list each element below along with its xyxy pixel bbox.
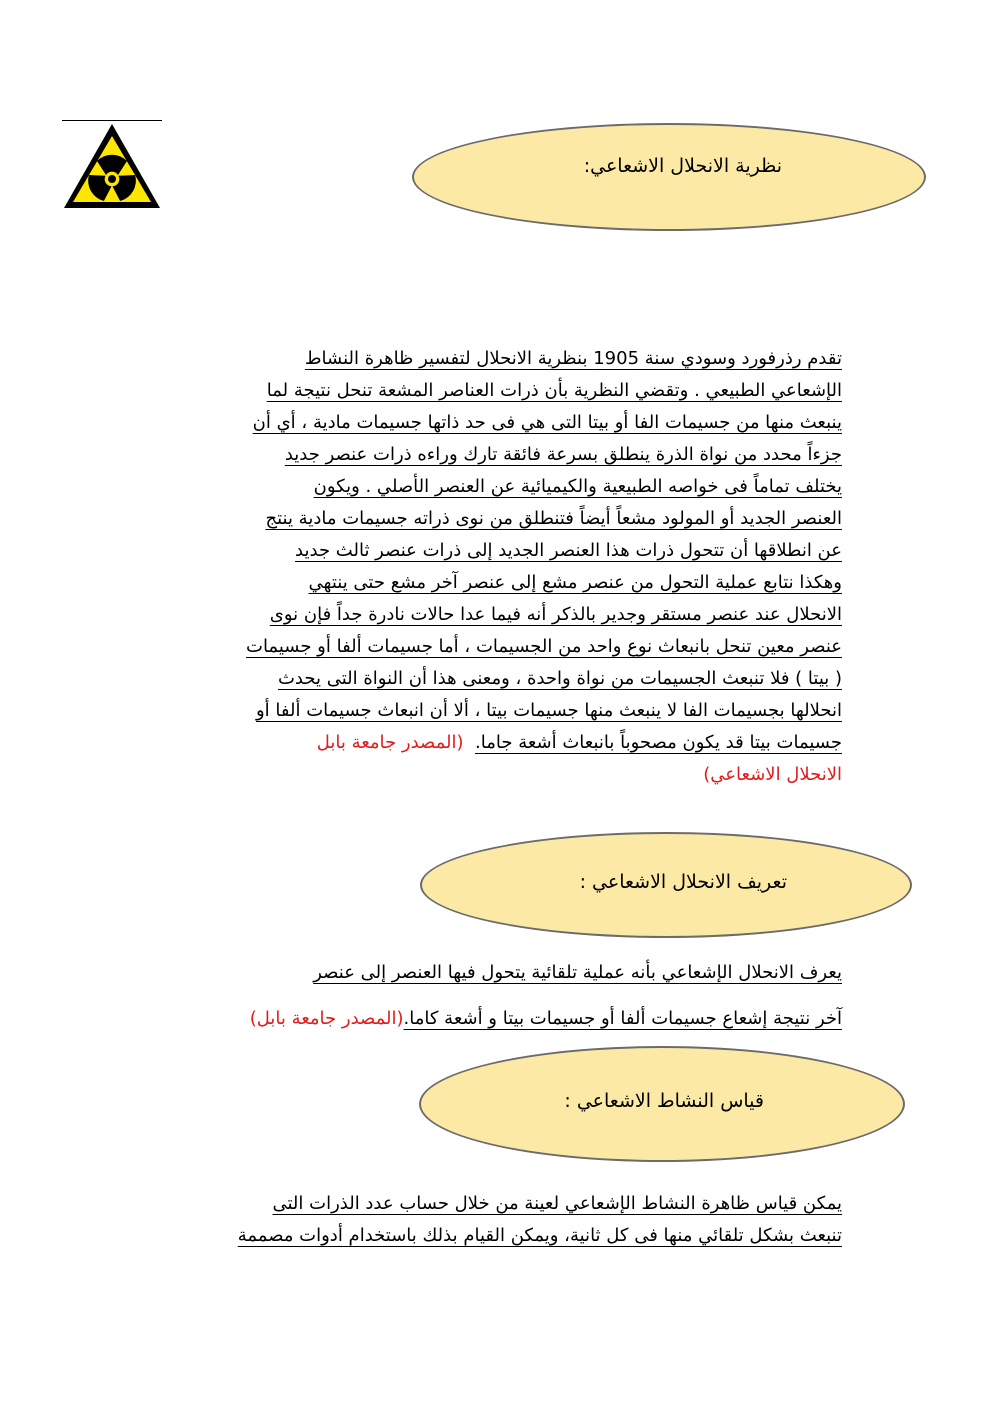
paragraph-line: الإشعاعي الطبيعي . وتقضي النظرية بأن ذرات العناصر المشعة تنحل نتيجة لما: [266, 380, 842, 401]
paragraph-line: ينبعث منها من جسيمات الفا أو بيتا التى هي فى حد ذاتها جسيمات مادية ، أي أن: [252, 412, 842, 433]
section1-title: نظرية الانحلال الاشعاعي:: [583, 155, 782, 177]
paragraph-line: الانحلال عند عنصر مستقر وجدير بالذكر أنه فيما عدا حالات نادرة جداً فإن نوى: [269, 604, 842, 625]
paragraph-line: ( بيتا ) فلا تنبعث الجسيمات من نواة واحدة ، ومعنى هذا أن النواة التى يحدث: [277, 668, 842, 689]
paragraph-line: جسيمات بيتا قد يكون مصحوباً بانبعاث أشعة جاما.: [475, 732, 842, 753]
measurement-line: يمكن قياس ظاهرة النشاط الإشعاعي لعينة من خلال حساب عدد الذرات التى: [272, 1193, 842, 1214]
paragraph-line: وهكذا نتابع عملية التحول من عنصر مشع إلى عنصر آخر مشع حتى ينتهي: [308, 572, 842, 593]
section2-paragraph: [166, 959, 842, 1037]
paragraph-line: انحلالها بجسيمات الفا لا ينبعث منها جسيمات بيتا ، ألا أن انبعاث جسيمات ألفا أو: [255, 700, 842, 721]
source-citation-continued: الانحلال الاشعاعي): [703, 764, 842, 785]
section3-title: قياس النشاط الاشعاعي :: [564, 1090, 764, 1112]
paragraph-line: عن انطلاقها أن تتحول ذرات هذا العنصر الجديد إلى ذرات عنصر ثالث جديد: [295, 540, 842, 561]
measurement-line: تنبعث بشكل تلقائي منها فى كل ثانية، ويمكن القيام بذلك باستخدام أدوات مصممة: [237, 1225, 842, 1246]
definition-line: آخر نتيجة إشعاع جسيمات ألفا أو جسيمات بيتا و أشعة كاما.: [403, 1008, 842, 1029]
section1-paragraph: [166, 345, 842, 793]
paragraph-line: تقدم رذرفورد وسودي سنة 1905 بنظرية الانحلال لتفسير ظاهرة النشاط: [304, 348, 842, 369]
paragraph-line: عنصر معين تنحل بانبعاث نوع واحد من الجسيمات ، أما جسيمات ألفا أو جسيمات: [246, 636, 842, 657]
definition-line: يعرف الانحلال الإشعاعي بأنه عملية تلقائية يتحول فيها العنصر إلى عنصر: [313, 962, 842, 983]
source-citation: (المصدر جامعة بابل): [249, 1008, 404, 1029]
paragraph-line: يختلف تماماً فى خواصه الطبيعية والكيميائية عن العنصر الأصلي . ويكون: [313, 476, 842, 497]
section3-paragraph: [166, 1190, 842, 1254]
section2-title: تعريف الانحلال الاشعاعي :: [579, 871, 787, 893]
hazard-top-rule: [62, 120, 162, 121]
source-citation: (المصدر جامعة بابل: [316, 732, 464, 753]
paragraph-line: جزءاً محدد من نواة الذرة ينطلق بسرعة فائقة تارك وراءه ذرات عنصر جديد: [284, 444, 842, 465]
paragraph-line: العنصر الجديد أو المولود مشعاً أيضاً فتنطلق من نوى ذراته جسيمات مادية ينتج: [265, 508, 842, 529]
radiation-hazard-icon: [62, 122, 162, 210]
section1-heading-oval: [412, 123, 926, 231]
